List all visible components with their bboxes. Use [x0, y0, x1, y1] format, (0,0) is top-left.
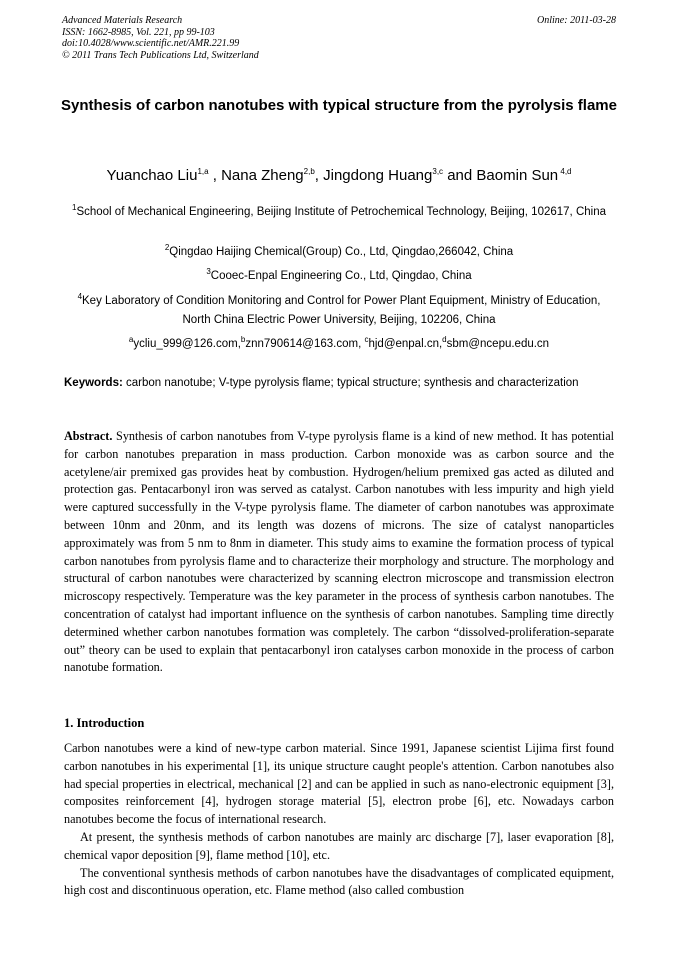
paragraph: The conventional synthesis methods of carbon nanotubes have the disadvantages of complicated equipment, high cost and discontinuous operation, etc. Flame method (also called combustion [64, 865, 614, 898]
email-address: sbm@ncepu.edu.cn [446, 338, 550, 350]
email-address: ycliu_999@126.com, [133, 338, 241, 350]
author-name: Nana Zheng [221, 167, 304, 184]
email-list [62, 335, 616, 354]
paper-title: Synthesis of carbon nanotubes with typical structure from the pyrolysis flame [61, 97, 617, 114]
author-separator: , [208, 167, 222, 184]
affiliation-4 [62, 292, 616, 330]
journal-copyright: © 2011 Trans Tech Publications Ltd, Switzerland [62, 49, 259, 61]
email-mark: a [128, 335, 134, 345]
section-heading-introduction: 1. Introduction [64, 716, 145, 730]
keywords-text: carbon nanotube; V-type pyrolysis flame; typical structure; synthesis and characterization [122, 377, 579, 389]
author-affiliation-mark: 1,a [197, 167, 209, 176]
affiliation-mark: 2 [164, 243, 170, 253]
affiliation-1 [62, 203, 616, 222]
author-name: Baomin Sun [476, 167, 559, 184]
keywords [64, 375, 614, 392]
affiliation-text: Cooec-Enpal Engineering Co., Ltd, Qingdao, China [210, 270, 472, 282]
online-date: Online: 2011-03-28 [537, 15, 616, 26]
journal-name: Advanced Materials Research [62, 15, 183, 26]
author-affiliation-mark: 3,c [432, 167, 444, 176]
affiliation-mark: 1 [72, 203, 77, 213]
introduction-body [64, 740, 614, 900]
paragraph: Carbon nanotubes were a kind of new-type carbon material. Since 1991, Japanese scientist Lijima first found carbon nanotubes in his experimental [1], its unique structure caught people's attention. Carbon nanotubes also had special properties in electrical, mechanical [2] and can be applied in such as nano-electronic equipment [3], composites reinforcement [4], hydrogen storage material [5], electron probe [6], etc. Nowadays carbon nanotubes become the focus of international research. [64, 741, 614, 827]
affiliation-mark: 3 [206, 267, 211, 277]
affiliation-3 [62, 267, 616, 286]
email-mark: c [364, 335, 369, 345]
journal-doi: doi:10.4028/www.scientific.net/AMR.221.99 [62, 38, 240, 49]
paragraph: At present, the synthesis methods of carbon nanotubes are mainly arc discharge [7], laser evaporation [8], chemical vapor deposition [9], flame method [10], etc. [64, 829, 614, 862]
affiliation-2 [62, 243, 616, 262]
abstract-label: Abstract. [64, 429, 113, 443]
author-affiliation-mark: 4,d [558, 167, 572, 176]
author-affiliation-mark: 2,b [303, 167, 315, 176]
email-mark: d [442, 335, 447, 345]
author-separator: , [314, 167, 324, 184]
journal-header [62, 15, 616, 61]
affiliation-text: Qingdao Haijing Chemical(Group) Co., Ltd, Qingdao,266042, China [169, 246, 514, 258]
abstract [64, 428, 614, 677]
abstract-text: Synthesis of carbon nanotubes from V-type pyrolysis flame is a kind of new method. It has potential for carbon nanotubes preparation in mass production. Carbon monoxide was as carbon source and the acetylene/air premixed gas provides heat by combustion. Hydrogen/helium premixed gas acted as diluted and protection gas. Pentacarbonyl iron was served as catalyst. Carbon nanotubes with less impurity and high yield were captured successfully in the V-type pyrolysis flame. The diameter of carbon nanotubes was approximate between 10nm and 20nm, and its length was dozens of microns. The size of catalyst nanoparticles approximately was from 5 nm to 8nm in diameter. This study aims to examine the formation process of typical carbon nanotubes from pyrolysis flame and to characterize their morphology and structure. The morphology and structural of carbon nanotubes were characterized by scanning electron microscope and transmission electron microscopy respectively. Temperature was the key parameter in the process of synthesis carbon nanotubes. The concentration of catalyst had important influence on the synthesis of carbon nanotubes. Sampling time directly determined whether carbon nanotubes formation was completely. The carbon “dissolved-proliferation-separate out” theory can be used to explain that pentacarbonyl iron catalyses carbon monoxide in the process of carbon nanotube formation. [64, 429, 614, 675]
email-address: znn790614@163.com, [245, 338, 365, 350]
email-mark: b [240, 335, 246, 345]
email-address: hjd@enpal.cn, [368, 338, 443, 350]
author-name: Yuanchao Liu [106, 167, 198, 184]
author-separator: and [443, 167, 477, 184]
affiliation-mark: 4 [77, 292, 83, 302]
journal-issn: ISSN: 1662-8985, Vol. 221, pp 99-103 [62, 26, 215, 38]
affiliation-text: School of Mechanical Engineering, Beijing Institute of Petrochemical Technology, Beijing, 102617, China [76, 206, 606, 218]
keywords-label: Keywords: [64, 377, 123, 389]
author-list [30, 166, 648, 186]
author-name: Jingdong Huang [323, 167, 433, 184]
affiliation-text: Key Laboratory of Condition Monitoring and Control for Power Plant Equipment, Ministry of Education, North China Electric Power University, Beijing, 102206, China [82, 295, 601, 326]
